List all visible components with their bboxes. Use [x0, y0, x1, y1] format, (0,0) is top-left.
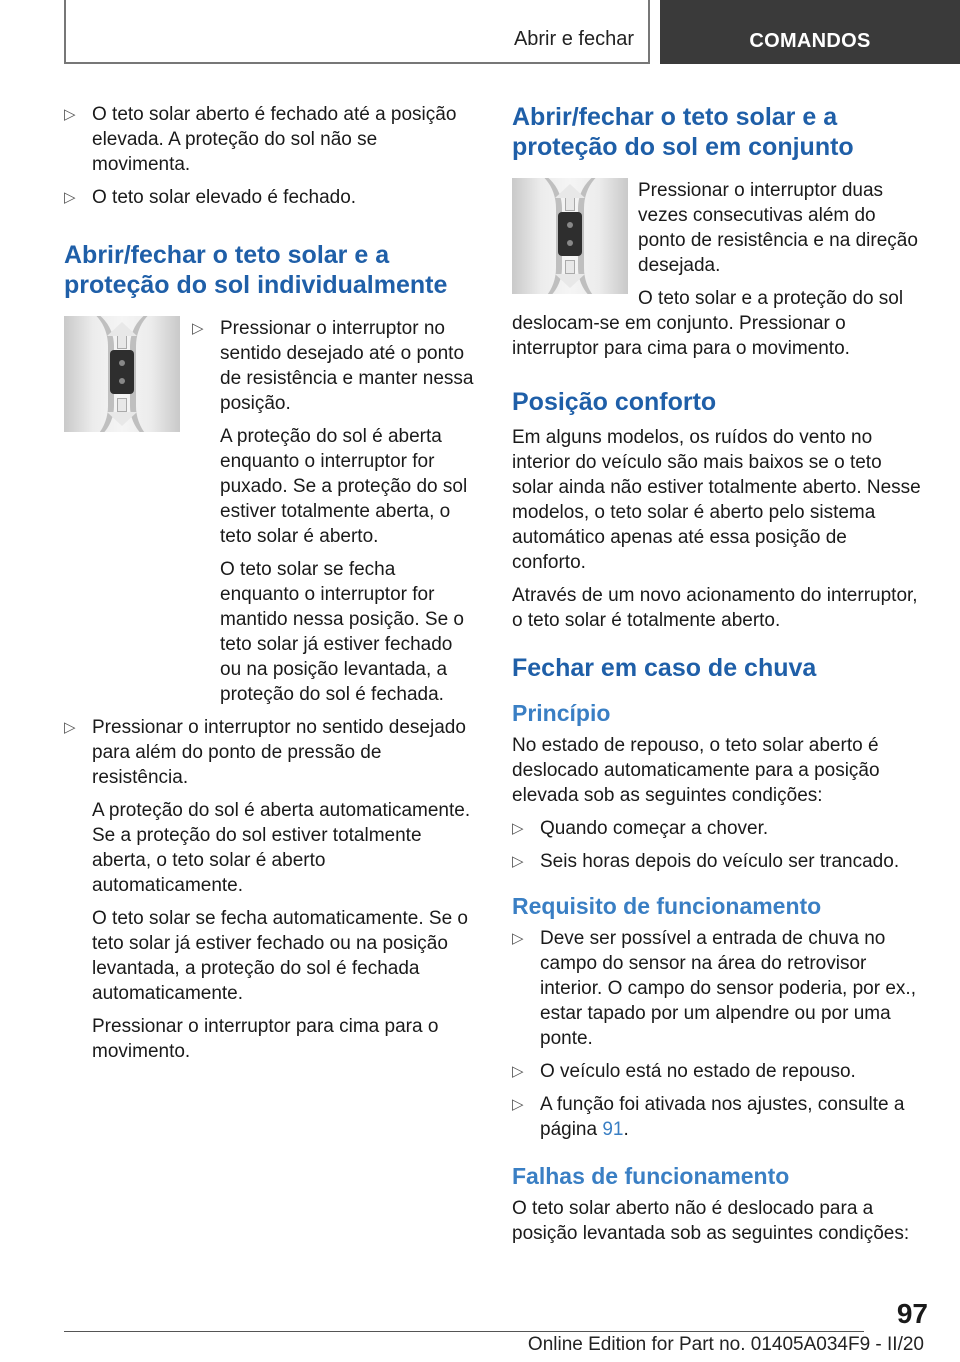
list-item-text: O teto solar se fecha enquanto o interruptor for mantido nessa posição. Se o teto solar já estiver fechado ou na posição levantada, a proteção do sol é fechada. — [220, 559, 464, 705]
roof-switch-image — [64, 316, 180, 432]
figure-block-individual — [64, 316, 478, 707]
together-text: Pressionar o interruptor duas vezes consecutivas além do ponto de resistência e na direção desejada. — [638, 180, 918, 276]
list-item-text: O teto solar se fecha automaticamente. Se o teto solar já estiver fechado ou na posição levantada, a proteção do sol é fechada automaticamente. — [92, 908, 468, 1004]
heading-comfort: Posição conforto — [512, 388, 717, 416]
list-item-text: A proteção do sol é aberta enquanto o interruptor for puxado. Se a proteção do sol estiver totalmente aberta, o teto solar é aberto. — [220, 426, 468, 547]
subheading-requirement: Requisito de funcionamento — [512, 893, 822, 919]
list-item-text: Pressionar o interruptor no sentido desejado até o ponto de resistência e manter nessa posição. — [220, 318, 474, 414]
figure-block-together — [512, 178, 924, 278]
comfort-text: Em alguns modelos, os ruídos do vento no interior do veículo são mais baixos se o teto solar ainda não estiver totalmente aberto. Nesse modelos, o teto solar é aberto pelo sistema automático apenas até essa posição de conforto. — [512, 427, 921, 573]
list-item-text: O teto solar aberto é fechado até a posição elevada. A proteção do sol não se movimenta. — [92, 104, 457, 175]
bullet-triangle-icon: ▷ — [512, 1063, 524, 1080]
list-item-text: O veículo está no estado de repouso. — [540, 1061, 856, 1082]
header-frame — [64, 0, 650, 64]
list-item-text: Pressionar o interruptor para cima para o movimento. — [92, 1016, 439, 1062]
list-item — [64, 102, 478, 177]
malfunction-text: O teto solar aberto não é deslocado para a posição levantada sob as seguintes condições: — [512, 1198, 910, 1244]
list-item — [64, 185, 478, 210]
comfort-text-2: Através de um novo acionamento do interruptor, o teto solar é totalmente aberto. — [512, 585, 918, 631]
list-item — [512, 816, 924, 841]
list-item-text-prefix: A função foi ativada nos ajustes, consulte a página — [540, 1094, 905, 1140]
page-number: 97 — [896, 1298, 928, 1329]
subheading-principle: Princípio — [512, 700, 611, 726]
edition-note: Online Edition for Part no. 01405A034F9 - II/20 — [527, 1334, 924, 1355]
bullet-triangle-icon: ▷ — [512, 930, 524, 947]
list-item-text: O teto solar elevado é fechado. — [92, 187, 357, 208]
list-item — [512, 1059, 924, 1084]
heading-together: Abrir/fechar o teto solar e a proteção do sol em conjunto — [512, 103, 854, 161]
list-item — [512, 926, 924, 1051]
list-item-text — [540, 1092, 924, 1142]
list-item-text: Quando começar a chover. — [540, 818, 769, 839]
heading-rain: Fechar em caso de chuva — [512, 654, 817, 682]
left-column — [64, 102, 478, 1072]
chapter-tab — [660, 0, 960, 64]
list-item — [64, 715, 478, 1064]
bullet-triangle-icon: ▷ — [64, 106, 76, 123]
heading-individual: Abrir/fechar o teto solar e a proteção do sol individualmente — [64, 241, 448, 299]
chapter-title: COMANDOS — [749, 30, 871, 52]
list-item-text: Pressionar o interruptor no sentido desejado para além do ponto de pressão de resistência. — [92, 717, 466, 788]
footer-divider — [64, 1331, 864, 1332]
bullet-triangle-icon: ▷ — [64, 189, 76, 206]
bullet-triangle-icon: ▷ — [512, 853, 524, 870]
bullet-triangle-icon: ▷ — [512, 1096, 524, 1113]
bullet-triangle-icon: ▷ — [192, 320, 204, 337]
subheading-malfunction: Falhas de funcionamento — [512, 1163, 790, 1189]
section-title: Abrir e fechar — [513, 28, 634, 50]
bullet-triangle-icon: ▷ — [64, 719, 76, 736]
list-item-text-suffix: . — [623, 1119, 629, 1140]
list-item-text: Seis horas depois do veículo ser trancado. — [540, 851, 900, 872]
together-text-2: O teto solar e a proteção do sol deslocam-se em conjunto. Pressionar o interruptor para cima para o movimento. — [512, 288, 904, 359]
list-item-text: Deve ser possível a entrada de chuva no campo do sensor na área do retrovisor interior. O campo do sensor poderia, por ex., estar tapado por um alpendre ou por uma ponte. — [540, 928, 916, 1049]
roof-switch-image — [512, 178, 628, 294]
list-item — [512, 849, 924, 874]
right-column — [512, 102, 924, 1254]
bullet-triangle-icon: ▷ — [512, 820, 524, 837]
list-item-text: A proteção do sol é aberta automaticamente. Se a proteção do sol estiver totalmente aberta, o teto solar é aberto automaticamente. — [92, 800, 471, 896]
page-reference-link[interactable]: 91 — [602, 1119, 624, 1140]
list-item — [192, 316, 478, 707]
list-item — [512, 1092, 924, 1142]
principle-text: No estado de repouso, o teto solar aberto é deslocado automaticamente para a posição elevada sob as seguintes condições: — [512, 735, 880, 806]
